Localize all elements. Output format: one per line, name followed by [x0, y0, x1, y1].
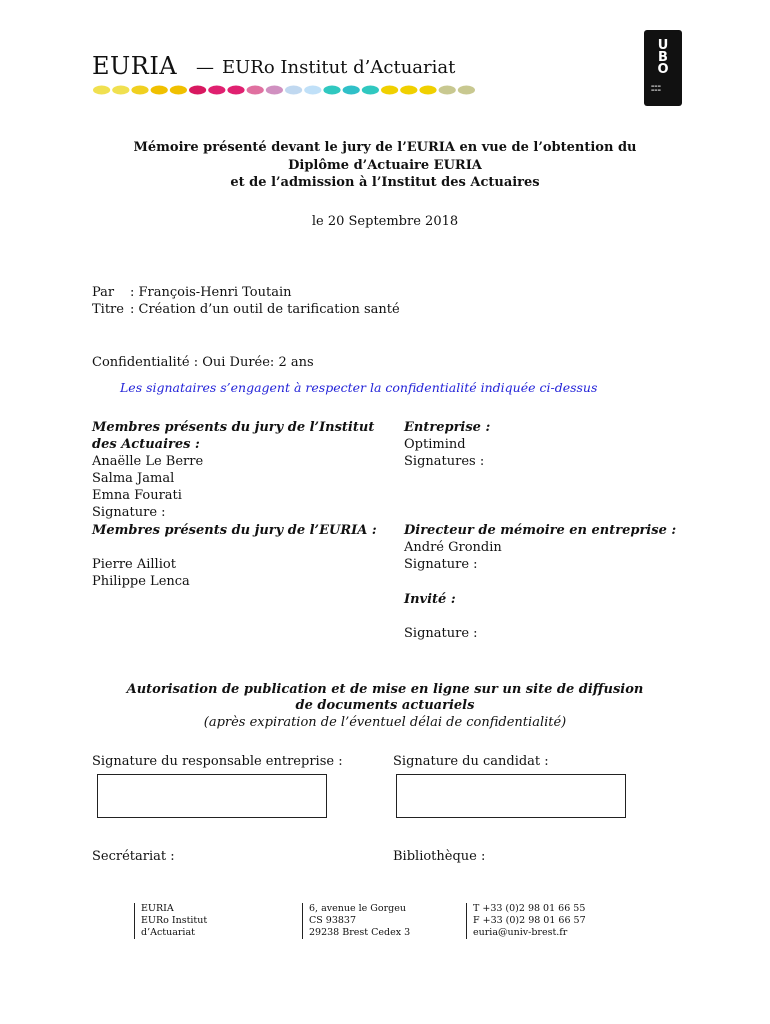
footer-phone: T +33 (0)2 98 01 66 55 — [473, 903, 586, 914]
logo-letter: B — [658, 50, 668, 65]
secretariat-label: Secrétariat : — [92, 849, 175, 864]
jury-institut-heading-2: des Actuaires : — [92, 437, 200, 452]
color-dot — [189, 86, 206, 95]
entreprise-name: Optimind — [404, 437, 466, 452]
entreprise-heading: Entreprise : — [404, 420, 491, 435]
color-dot — [208, 86, 225, 95]
title-label: Titre — [92, 302, 124, 317]
author-label: Par — [92, 285, 115, 300]
color-dot — [247, 86, 264, 95]
sig-candidat-box[interactable] — [396, 774, 626, 818]
directeur-signature: Signature : — [404, 557, 478, 572]
footer-line: EURIA — [141, 903, 174, 914]
jury-institut-member: Anaëlle Le Berre — [92, 454, 204, 469]
invite-signature: Signature : — [404, 626, 478, 641]
footer-line: EURo Institut — [141, 915, 208, 926]
bibliotheque-label: Bibliothèque : — [393, 849, 486, 864]
ubo-logo-icon — [644, 30, 682, 106]
color-dots-banner — [92, 84, 476, 96]
color-dot — [458, 86, 475, 95]
logo-fine-print: ▬▬▬ ▬▬▬ — [651, 84, 661, 92]
confidentiality-note: Les signataires s’engagent à respecter la confidentialité indiquée ci-dessus — [120, 380, 598, 395]
sig-entreprise-label: Signature du responsable entreprise : — [92, 754, 343, 769]
intro-line-1: Mémoire présenté devant le jury de l’EURIA en vue de l’obtention du — [133, 140, 637, 155]
color-dot — [362, 86, 379, 95]
intro-line-2: Diplôme d’Actuaire EURIA — [288, 158, 482, 173]
invite-heading: Invité : — [404, 592, 456, 607]
color-dot — [170, 86, 187, 95]
color-dot — [131, 86, 148, 95]
footer-line: d’Actuariat — [141, 927, 195, 938]
defense-date: le 20 Septembre 2018 — [311, 214, 459, 229]
entreprise-signatures: Signatures : — [404, 454, 485, 469]
jury-euria-member: Pierre Ailliot — [92, 557, 176, 572]
autorisation-line-2: de documents actuariels — [295, 698, 475, 713]
footer-contact — [466, 903, 586, 939]
color-dot — [285, 86, 302, 95]
sig-entreprise-box[interactable] — [97, 774, 327, 818]
sig-candidat-label: Signature du candidat : — [393, 754, 549, 769]
directeur-name: André Grondin — [404, 540, 502, 555]
jury-euria-heading: Membres présents du jury de l’EURIA : — [92, 523, 377, 538]
color-dot — [112, 86, 129, 95]
footer-institution — [134, 903, 207, 939]
author-value: : François-Henri Toutain — [130, 285, 292, 300]
brand-dash: — — [196, 57, 214, 78]
footer-fax: F +33 (0)2 98 01 66 57 — [473, 915, 586, 926]
confidentiality-text: Confidentialité : Oui Durée: 2 ans — [92, 355, 314, 370]
autorisation-line-3: (après expiration de l’éventuel délai de confidentialité) — [203, 715, 567, 730]
color-dot — [93, 86, 110, 95]
color-dot — [323, 86, 340, 95]
color-dot — [304, 86, 321, 95]
footer-line: CS 93837 — [309, 915, 357, 926]
jury-institut-signature: Signature : — [92, 505, 166, 520]
jury-institut-member: Emna Fourati — [92, 488, 182, 503]
footer-address — [302, 903, 410, 939]
autorisation-line-1: Autorisation de publication et de mise en ligne sur un site de diffusion — [126, 682, 644, 697]
color-dot — [439, 86, 456, 95]
color-dot — [151, 86, 168, 95]
title-value: : Création d’un outil de tarification santé — [130, 302, 400, 317]
logo-letters — [650, 40, 676, 76]
color-dot — [343, 86, 360, 95]
jury-euria-member: Philippe Lenca — [92, 574, 190, 589]
directeur-heading: Directeur de mémoire en entreprise : — [404, 523, 677, 538]
brand-name: EURIA — [92, 52, 178, 80]
intro-line-3: et de l’admission à l’Institut des Actuaires — [230, 175, 540, 190]
footer-line: 29238 Brest Cedex 3 — [309, 927, 411, 938]
footer-email[interactable]: euria@univ-brest.fr — [473, 927, 568, 938]
color-dot — [381, 86, 398, 95]
color-dot — [400, 86, 417, 95]
jury-institut-heading: Membres présents du jury de l’Institut — [92, 420, 375, 435]
logo-letter: O — [657, 62, 669, 77]
color-dot — [419, 86, 436, 95]
logo-letter: U — [657, 38, 669, 53]
brand-full-name: EURo Institut d’Actuariat — [222, 57, 456, 78]
color-dot — [227, 86, 244, 95]
footer-line: 6, avenue le Gorgeu — [309, 903, 406, 914]
jury-institut-member: Salma Jamal — [92, 471, 175, 486]
color-dot — [266, 86, 283, 95]
